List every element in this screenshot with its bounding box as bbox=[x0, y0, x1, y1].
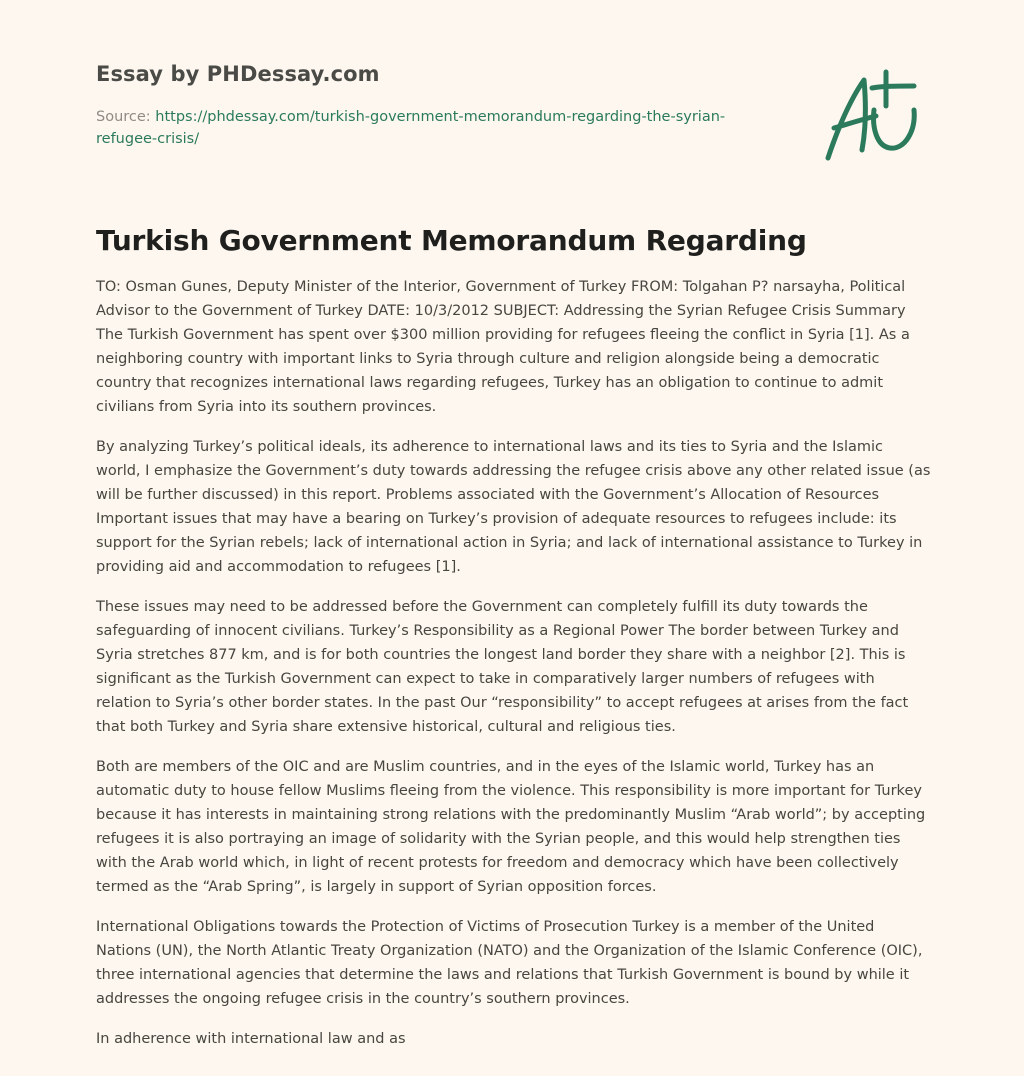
article-paragraph: These issues may need to be addressed before the Government can completely fulfill its duty towards the safeguarding of innocent civilians. Turkey’s Responsibility as a Regional Power The border between Turkey and Syria stretches 877 km, and is for both countries the longest land border they share with a neighbor [2]. This is significant as the Turkish Government can expect to take in comparatively larger numbers of refugees with relation to Syria’s other border states. In the past Our “responsibility” to accept refugees at arises from the fact that both Turkey and Syria share extensive historical, cultural and religious ties. bbox=[96, 599, 909, 735]
article-paragraph: In adherence with international law and as bbox=[96, 1031, 406, 1047]
source-label: Source: bbox=[96, 109, 156, 125]
a-plus-logo-svg bbox=[820, 66, 930, 166]
article-title: Turkish Government Memorandum Regarding bbox=[96, 224, 807, 257]
article-paragraph: Both are members of the OIC and are Muslim countries, and in the eyes of the Islamic world, Turkey has an automatic duty to house fellow Muslims fleeing from the violence. This responsibility is more important for Turkey because it has interests in maintaining strong relations with the predominantly Muslim “Arab world”; by accepting refugees it is also portraying an image of solidarity with the Syrian people, and this would help strengthen ties with the Arab world which, in light of recent protests for freedom and democracy which have been collectively termed as the “Arab Spring”, is largely in support of Syrian opposition forces. bbox=[96, 759, 926, 895]
source-link[interactable]: https://phdessay.com/turkish-government-memorandum-regarding-the-syrian-refugee-crisis/ bbox=[96, 109, 726, 147]
source-line bbox=[96, 106, 776, 150]
site-brand: Essay by PHDessay.com bbox=[96, 62, 380, 86]
page-header bbox=[96, 62, 776, 150]
article-paragraph: By analyzing Turkey’s political ideals, its adherence to international laws and its ties to Syria and the Islamic world, I emphasize the Government’s duty towards addressing the refugee crisis above any other related issue (as will be further discussed) in this report. Problems associated with the Government’s Allocation of Resources Important issues that may have a bearing on Turkey’s provision of adequate resources to refugees include: its support for the Syrian rebels; lack of international action in Syria; and lack of international assistance to Turkey in providing aid and accommodation to refugees [1]. bbox=[96, 439, 931, 575]
article-paragraph: TO: Osman Gunes, Deputy Minister of the Interior, Government of Turkey FROM: Tolgahan P? narsayha, Political Advisor to the Government of Turkey DATE: 10/3/2012 SUBJECT: Addressing the Syrian Refugee Crisis Summary The Turkish Government has spent over $300 million providing for refugees fleeing the conflict in Syria [1]. As a neighboring country with important links to Syria through culture and religion alongside being a democratic country that recognizes international laws regarding refugees, Turkey has an obligation to continue to admit civilians from Syria into its southern provinces. bbox=[96, 279, 910, 415]
article bbox=[96, 224, 932, 1067]
a-plus-grade-icon bbox=[820, 66, 930, 166]
article-paragraph: International Obligations towards the Protection of Victims of Prosecution Turkey is a member of the United Nations (UN), the North Atlantic Treaty Organization (NATO) and the Organization of the Islamic Conference (OIC), three international agencies that determine the laws and relations that Turkish Government is bound by while it addresses the ongoing refugee crisis in the country’s southern provinces. bbox=[96, 919, 923, 1007]
